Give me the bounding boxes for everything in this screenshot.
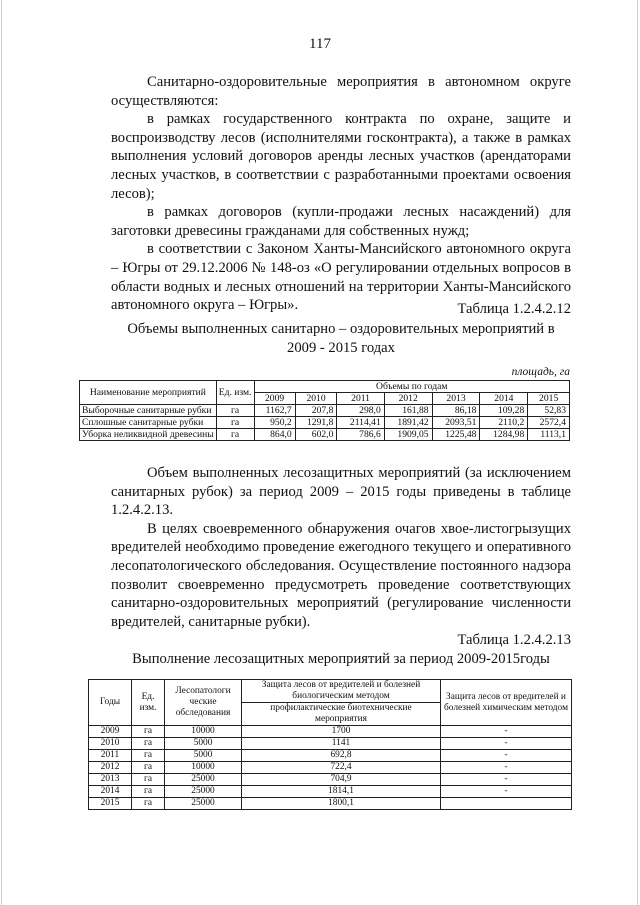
cell-value: 109,28	[480, 405, 528, 417]
row-unit: га	[216, 417, 254, 429]
year-header: 2012	[384, 393, 432, 405]
year-header: 2015	[528, 393, 570, 405]
cell-value: 1113,1	[528, 429, 570, 441]
header-name: Наименование мероприятий	[80, 381, 217, 405]
cell-chem	[441, 798, 572, 810]
cell-unit: га	[132, 750, 165, 762]
year-header: 2011	[337, 393, 384, 405]
cell-chem: -	[441, 738, 572, 750]
intro-paragraph-4: в соответствии с Законом Ханты-Мансийского автономного округа – Югры от 29.12.2006 № 148-оз «О регулировании отдельных вопросов в области водных и лесных отношений на территории Ханты-Мансийского автономного округа – Югры».	[111, 241, 571, 314]
table-row	[89, 726, 572, 738]
cell-value: 1162,7	[254, 405, 295, 417]
cell-survey: 5000	[165, 738, 242, 750]
cell-survey: 10000	[165, 762, 242, 774]
cell-bio: 704,9	[242, 774, 441, 786]
cell-value: 786,6	[337, 429, 384, 441]
year-header: 2014	[480, 393, 528, 405]
table-one-title: Объемы выполненных санитарно – оздоровительных мероприятий в 2009 - 2015 годах	[127, 321, 555, 356]
cell-bio: 722,4	[242, 762, 441, 774]
sanitary-volumes-table	[79, 380, 570, 441]
header-unit: Ед. изм.	[216, 381, 254, 405]
cell-bio: 1700	[242, 726, 441, 738]
year-header: 2009	[254, 393, 295, 405]
cell-survey: 25000	[165, 774, 242, 786]
cell-chem: -	[441, 750, 572, 762]
cell-unit: га	[132, 798, 165, 810]
cell-survey: 25000	[165, 798, 242, 810]
cell-value: 602,0	[295, 429, 337, 441]
intro-text	[111, 73, 571, 315]
cell-value: 2114,41	[337, 417, 384, 429]
cell-value: 86,18	[432, 405, 480, 417]
middle-text	[111, 464, 571, 631]
cell-value: 864,0	[254, 429, 295, 441]
page-edge-right	[637, 0, 638, 905]
cell-year: 2012	[89, 762, 132, 774]
intro-paragraph-2: в рамках государственного контракта по охране, защите и воспроизводству лесов (исполнителями госконтракта), а также в рамках выполнения условий договоров аренды лесных участков (арендаторами лесных участков, в соответствии с разработанными проектами освоения лесов);	[111, 111, 571, 202]
header-year: Годы	[89, 680, 132, 726]
header-bio: Защита лесов от вредителей и болезней биологическим методом	[242, 680, 441, 703]
table-row	[89, 774, 572, 786]
cell-survey: 25000	[165, 786, 242, 798]
row-name: Сплошные санитарные рубки	[80, 417, 217, 429]
cell-unit: га	[132, 726, 165, 738]
middle-paragraph-1: Объем выполненных лесозащитных мероприятий (за исключением санитарных рубок) за период 2009 – 2015 годы приведены в таблице 1.2.4.2.13.	[111, 465, 571, 519]
cell-chem: -	[441, 726, 572, 738]
table-row	[89, 750, 572, 762]
row-unit: га	[216, 405, 254, 417]
row-unit: га	[216, 429, 254, 441]
header-unit: Ед. изм.	[132, 680, 165, 726]
cell-chem: -	[441, 762, 572, 774]
cell-year: 2014	[89, 786, 132, 798]
cell-value: 950,2	[254, 417, 295, 429]
table-row	[80, 405, 570, 417]
cell-value: 1891,42	[384, 417, 432, 429]
table-row	[80, 429, 570, 441]
cell-value: 298,0	[337, 405, 384, 417]
cell-value: 52,83	[528, 405, 570, 417]
page-number: 117	[309, 36, 331, 52]
intro-paragraph-1: Санитарно-оздоровительные мероприятия в автономном округе осуществляются:	[111, 74, 571, 109]
table-one-unit-note: площадь, га	[511, 366, 570, 378]
cell-value: 1284,98	[480, 429, 528, 441]
year-header: 2013	[432, 393, 480, 405]
cell-bio: 1141	[242, 738, 441, 750]
row-name: Выборочные санитарные рубки	[80, 405, 217, 417]
header-chem: Защита лесов от вредителей и болезней химическим методом	[441, 680, 572, 726]
cell-value: 2572,4	[528, 417, 570, 429]
cell-survey: 10000	[165, 726, 242, 738]
table-one-label: Таблица 1.2.4.2.12	[457, 301, 571, 317]
cell-bio: 1814,1	[242, 786, 441, 798]
header-survey: Лесопатологи ческие обследования	[165, 680, 242, 726]
page-edge-left	[1, 0, 2, 905]
cell-bio: 1800,1	[242, 798, 441, 810]
table-row	[80, 417, 570, 429]
cell-value: 161,88	[384, 405, 432, 417]
cell-unit: га	[132, 738, 165, 750]
cell-survey: 5000	[165, 750, 242, 762]
cell-year: 2015	[89, 798, 132, 810]
table-row	[89, 762, 572, 774]
cell-year: 2010	[89, 738, 132, 750]
cell-value: 2110,2	[480, 417, 528, 429]
cell-unit: га	[132, 762, 165, 774]
cell-bio: 692,8	[242, 750, 441, 762]
cell-value: 2093,51	[432, 417, 480, 429]
table-two-label: Таблица 1.2.4.2.13	[457, 632, 571, 648]
intro-paragraph-3: в рамках договоров (купли-продажи лесных насаждений) для заготовки древесины гражданами для собственных нужд;	[111, 204, 571, 239]
cell-unit: га	[132, 786, 165, 798]
year-header: 2010	[295, 393, 337, 405]
header-bio-sub: профилактические биотехнические мероприятия	[242, 703, 441, 726]
table-row	[89, 798, 572, 810]
row-name: Уборка неликвидной древесины	[80, 429, 217, 441]
cell-value: 1225,48	[432, 429, 480, 441]
cell-year: 2011	[89, 750, 132, 762]
middle-paragraph-2: В целях своевременного обнаружения очагов хвое-листогрызущих вредителей необходимо проведение ежегодного текущего и оперативного лесопатологического обследования. Осуществление постоянного надзора позволит своевременно предусмотреть проведение соответствующих санитарно-оздоровительных мероприятий (регулирование численности вредителей, санитарные рубки).	[111, 520, 571, 630]
table-row	[89, 738, 572, 750]
cell-value: 207,8	[295, 405, 337, 417]
table-two-title: Выполнение лесозащитных мероприятий за период 2009-2015годы	[132, 651, 550, 667]
cell-value: 1909,05	[384, 429, 432, 441]
cell-year: 2009	[89, 726, 132, 738]
cell-unit: га	[132, 774, 165, 786]
cell-chem: -	[441, 786, 572, 798]
cell-value: 1291,8	[295, 417, 337, 429]
forest-protection-table	[88, 679, 572, 810]
table-row	[89, 786, 572, 798]
header-years-group: Объемы по годам	[254, 381, 570, 393]
cell-year: 2013	[89, 774, 132, 786]
cell-chem: -	[441, 774, 572, 786]
